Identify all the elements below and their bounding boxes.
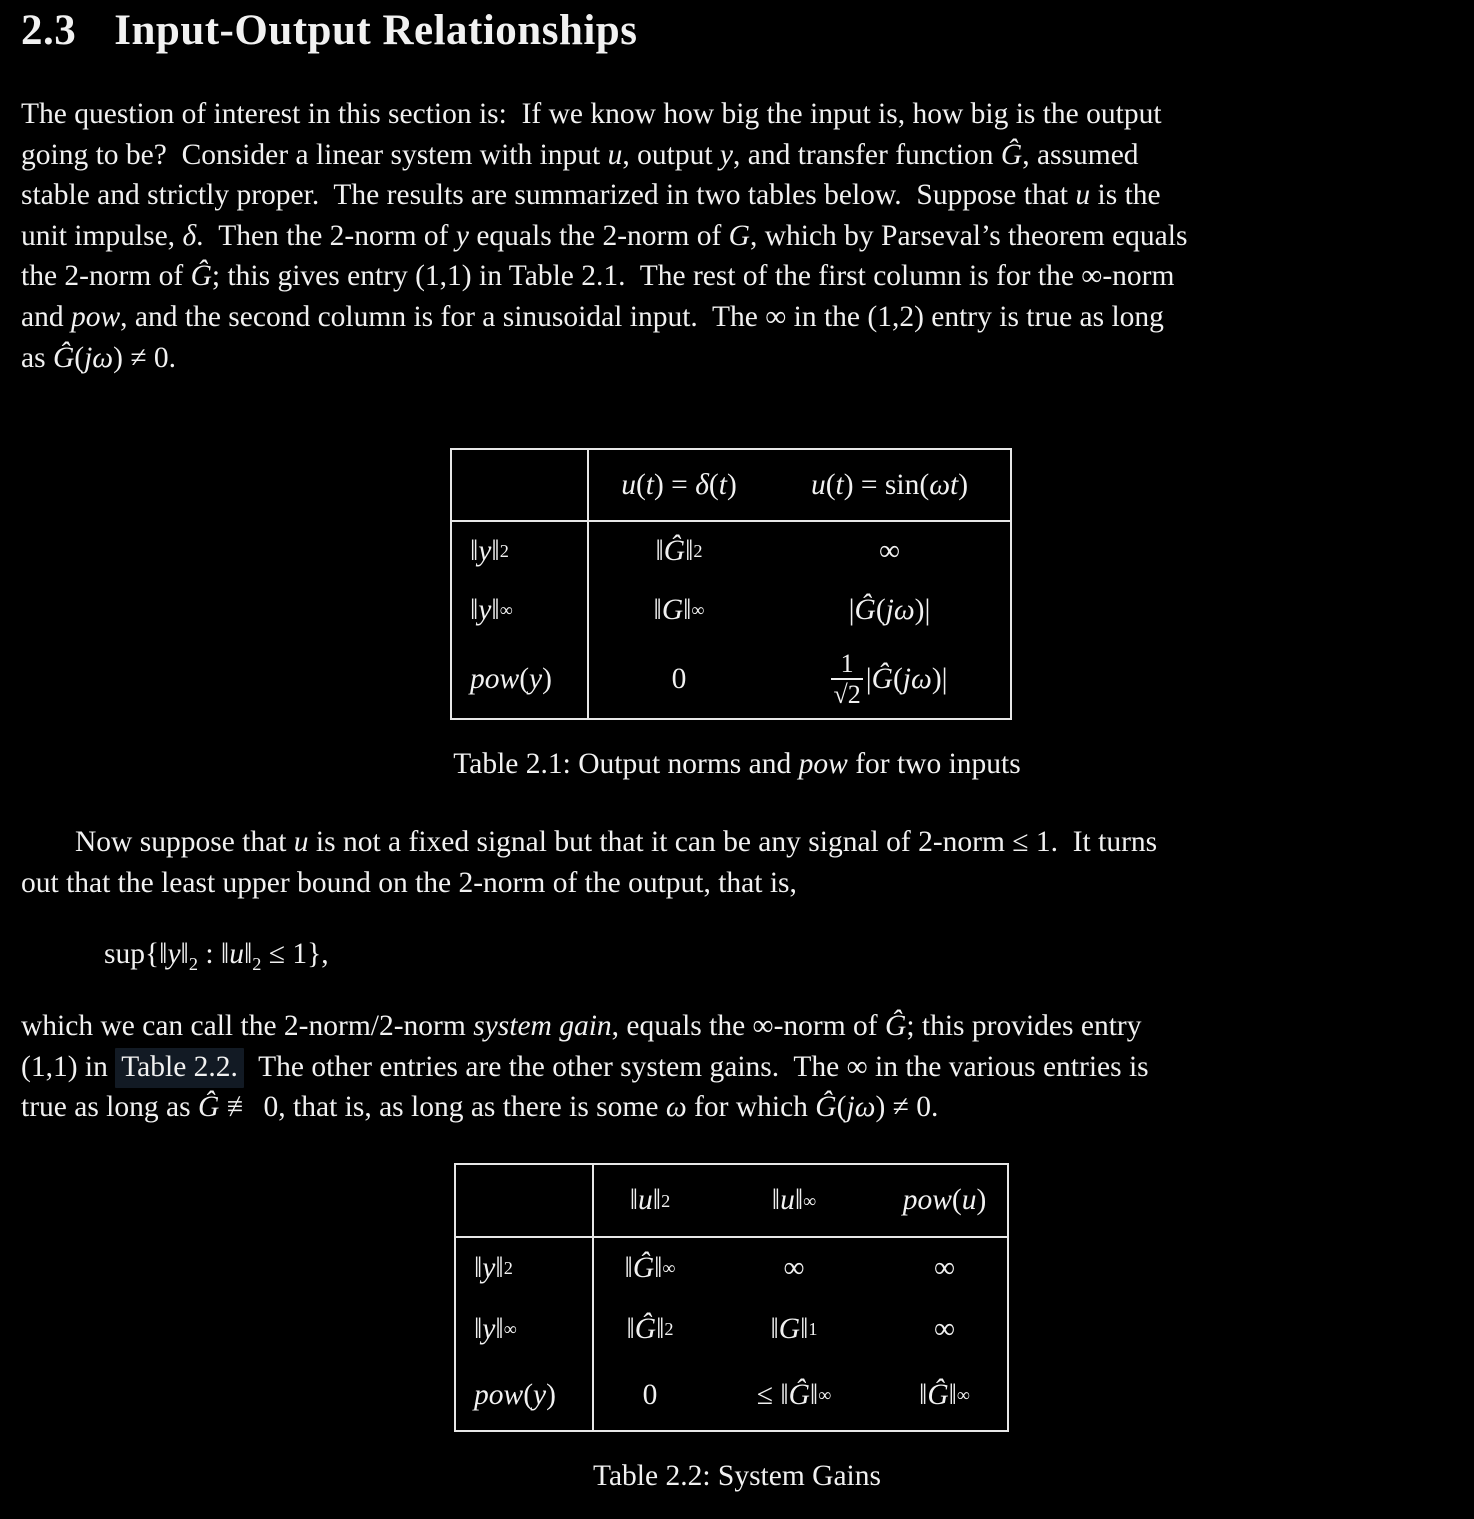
column-header: ‖ u ‖ 2 — [629, 1184, 671, 1216]
paragraph-1 — [21, 94, 1187, 378]
table-cell: ‖ Ĝ ‖ 2 — [655, 534, 703, 567]
paragraph-line: unit impulse, δ. Then the 2-norm of y equals the 2-norm of G, which by Parseval’s theorem equals — [21, 219, 1188, 252]
table-2-2-link[interactable]: Table 2.2. — [115, 1048, 244, 1088]
fraction-numerator: 1 — [840, 649, 854, 679]
table-2-1 — [450, 448, 1012, 720]
row-label: ‖ y ‖ 2 — [456, 1238, 594, 1298]
fraction-one-over-sqrt2 — [831, 650, 862, 708]
table-cell: ‖ Ĝ ‖ ∞ — [919, 1378, 970, 1411]
empty-header-cell — [452, 450, 589, 520]
sup-equation: $sup\{‖y‖_2$ : $‖u‖_2 \le 1$}, — [104, 938, 329, 974]
paragraph-line: and pow, and the second column is for a sinusoidal input. The ∞ in the (1,2) entry is true as long — [21, 300, 1164, 333]
table-row — [452, 640, 1010, 718]
paragraph-line: stable and strictly proper. The results are summarized in two tables below. Suppose that u is the — [21, 179, 1161, 212]
section-heading — [21, 6, 637, 55]
text-before-link: (1,1) in — [21, 1050, 116, 1083]
paragraph-line — [21, 1047, 1149, 1088]
table-cell: ‖ Ĝ ‖ ∞ — [624, 1251, 676, 1284]
paragraph-line: true as long as Ĝ ≢ 0, that is, as long as there is some ω for which Ĝ(jω) ≠ 0. — [21, 1091, 939, 1124]
table-2-2-caption: Table 2.2: System Gains — [593, 1460, 881, 1492]
column-header: pow ( u ) — [902, 1184, 987, 1216]
table-cell: ∞ — [878, 534, 901, 567]
table-cell: ≤ ‖ Ĝ ‖ ∞ — [756, 1378, 832, 1411]
section-title: Input-Output Relationships — [114, 7, 638, 54]
paragraph-3 — [21, 1006, 1149, 1128]
table-cell: ‖ G ‖ 1 — [770, 1312, 818, 1345]
text-after-link: The other entries are the other system gains. The ∞ in the various entries is — [243, 1050, 1149, 1083]
table-cell: 0 — [642, 1378, 658, 1411]
paragraph-line: going to be? Consider a linear system with input u, output y, and transfer function Ĝ, assumed — [21, 138, 1139, 171]
table-row — [456, 1298, 1007, 1360]
row-label: ‖ y ‖ ∞ — [456, 1298, 594, 1360]
cell-expression: |Ĝ(jω)| — [865, 662, 948, 695]
table-2-1-caption: Table 2.1: Output norms and pow for two inputs — [453, 748, 1021, 780]
column-header: u ( t ) = δ ( t ) — [621, 468, 737, 501]
table-row — [452, 580, 1010, 640]
row-label: ‖ y ‖ ∞ — [452, 580, 589, 640]
paragraph-line: Now suppose that u is not a fixed signal but that it can be any signal of 2-norm ≤ 1. It turns — [75, 826, 1158, 858]
paragraph-line: as Ĝ(jω) ≠ 0. — [21, 341, 177, 374]
paragraph-line: which we can call the 2-norm/2-norm system gain, equals the ∞-norm of Ĝ; this provides entry — [21, 1010, 1142, 1042]
table-cell: ‖ G ‖ ∞ — [653, 593, 705, 626]
table-cell: ∞ — [783, 1251, 805, 1284]
table-cell: ‖ Ĝ ‖ 2 — [626, 1312, 674, 1345]
row-label: pow ( y ) — [452, 640, 589, 718]
column-header: u ( t ) = sin( ωt ) — [810, 468, 969, 501]
fraction-denominator — [831, 678, 862, 708]
table-cell: | Ĝ ( jω )| — [848, 593, 931, 626]
table-cell: ∞ — [933, 1251, 956, 1284]
paragraph-2 — [21, 822, 1157, 903]
table-cell: 0 — [671, 662, 687, 695]
row-label: pow ( y ) — [456, 1360, 594, 1430]
section-number: 2.3 — [21, 7, 77, 54]
paragraph-line: The question of interest in this section is: If we know how big the input is, how big is the output — [21, 98, 1162, 130]
sqrt-sign: √ — [833, 679, 848, 709]
paragraph-line: out that the least upper bound on the 2-norm of the output, that is, — [21, 866, 797, 899]
column-header: ‖ u ‖ ∞ — [771, 1184, 817, 1216]
table-cell: ∞ — [933, 1312, 956, 1345]
table-row — [452, 522, 1010, 580]
empty-header-cell — [456, 1165, 594, 1236]
sqrt-argument: 2 — [847, 679, 861, 709]
paragraph-line: the 2-norm of Ĝ; this gives entry (1,1) in Table 2.1. The rest of the first column is for the ∞-norm — [21, 260, 1175, 293]
table-2-2 — [454, 1163, 1009, 1432]
table-header-row — [452, 450, 1010, 522]
table-row — [456, 1360, 1007, 1430]
table-cell — [769, 650, 1010, 708]
table-row — [456, 1238, 1007, 1298]
row-label: ‖ y ‖ 2 — [452, 522, 589, 580]
table-header-row — [456, 1165, 1007, 1238]
